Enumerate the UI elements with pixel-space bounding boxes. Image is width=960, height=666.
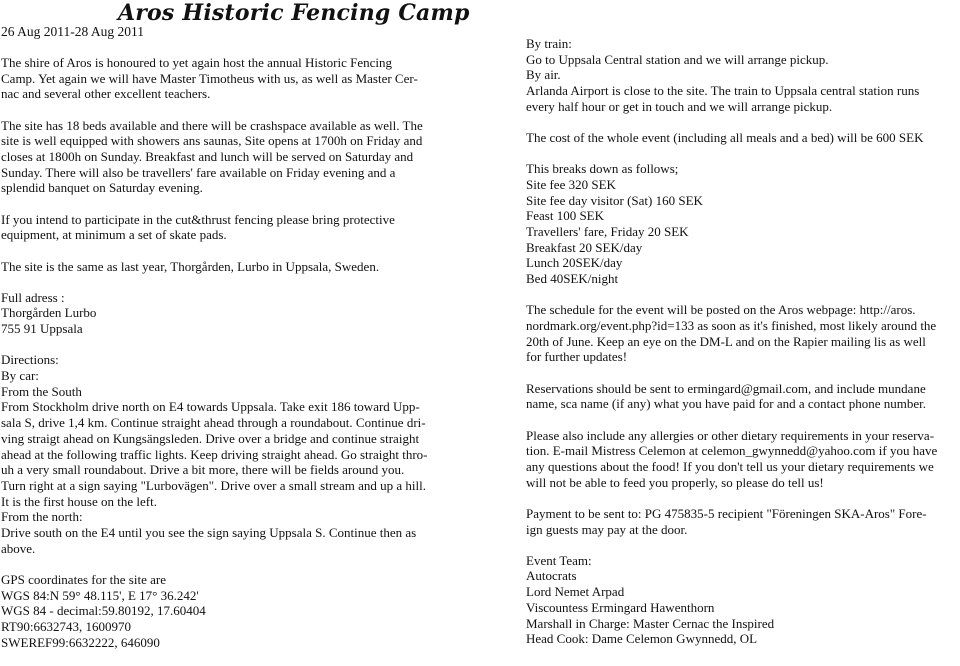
text-line: uh a very small roundabout. Drive a bit more, there will be fields around you. bbox=[1, 462, 405, 478]
text-line: The shire of Aros is honoured to yet again host the annual Historic Fencing bbox=[1, 55, 393, 70]
text-line: nac and several other excellent teachers. bbox=[1, 86, 211, 102]
text-line: Full adress : bbox=[1, 289, 65, 305]
text-line: Payment to be sent to: PG 475835-5 recipient "Föreningen SKA-Aros" Fore- bbox=[526, 505, 927, 521]
text-line: site is well equipped with showers ans saunas, Site opens at 1700h on Friday and bbox=[1, 133, 423, 149]
text-line: Breakfast 20 SEK/day bbox=[526, 239, 643, 255]
paragraph-address bbox=[1, 290, 446, 337]
paragraph-cost bbox=[526, 130, 956, 146]
text-line: ign guests may pay at the door. bbox=[526, 521, 688, 537]
text-line: The cost of the whole event (including all meals and a bed) will be 600 SEK bbox=[526, 130, 924, 146]
text-line: Bed 40SEK/night bbox=[526, 271, 619, 287]
text-line: WGS 84:N 59° 48.115', E 17° 36.242' bbox=[1, 587, 199, 603]
text-line: The site is the same as last year, Thorgården, Lurbo in Uppsala, Sweden. bbox=[1, 258, 380, 274]
paragraph-facilities bbox=[1, 118, 446, 197]
text-line: WGS 84 - decimal:59.80192, 17.60404 bbox=[1, 603, 206, 619]
paragraph-site bbox=[1, 259, 446, 275]
text-line: By air. bbox=[526, 67, 561, 83]
text-line: Go to Uppsala Central station and we will arrange pickup. bbox=[526, 51, 829, 67]
text-line: any questions about the food! If you don't tell us your dietary requirements we bbox=[526, 458, 934, 474]
text-line: equipment, at minimum a set of skate pads. bbox=[1, 227, 227, 243]
text-line: ving straigt ahead on Kungsängsleden. Drive over a bridge and continue straight bbox=[1, 430, 420, 446]
text-line: It is the first house on the left. bbox=[1, 493, 157, 509]
event-date: 26 Aug 2011-28 Aug 2011 bbox=[1, 24, 145, 39]
text-line: From the north: bbox=[1, 509, 83, 525]
text-line: Thorgården Lurbo bbox=[1, 305, 97, 321]
text-line: Autocrats bbox=[526, 568, 577, 584]
text-line: above. bbox=[1, 540, 36, 556]
text-line: Reservations should be sent to ermingard@gmail.com, and include mundane bbox=[526, 380, 926, 396]
paragraph-schedule bbox=[526, 302, 956, 365]
paragraph-team bbox=[526, 553, 956, 647]
text-line: If you intend to participate in the cut&thrust fencing please bring protective bbox=[1, 211, 395, 227]
paragraph-reservations bbox=[526, 381, 956, 412]
text-line: This breaks down as follows; bbox=[526, 161, 679, 177]
paragraph-directions bbox=[1, 352, 446, 556]
text-line: sala S, drive 1,4 km. Continue straight ahead through a roundabout. Continue dri- bbox=[1, 415, 426, 431]
text-line: RT90:6632743, 1600970 bbox=[1, 619, 131, 635]
text-line: SWEREF99:6632222, 646090 bbox=[1, 634, 160, 650]
text-line: Travellers' fare, Friday 20 SEK bbox=[526, 224, 689, 240]
text-line: Marshall in Charge: Master Cernac the Inspired bbox=[526, 615, 775, 631]
paragraph-train bbox=[526, 36, 956, 115]
text-line: The schedule for the event will be posted on the Aros webpage: http://aros. bbox=[526, 302, 916, 318]
text-line: Camp. Yet again we will have Master Timotheus with us, as well as Master Cer- bbox=[1, 70, 418, 86]
text-line: Arlanda Airport is close to the site. The train to Uppsala central station runs bbox=[526, 83, 920, 99]
text-line: From the South bbox=[1, 383, 82, 399]
text-line: tion. E-mail Mistress Celemon at celemon_gwynnedd@yahoo.com if you have bbox=[526, 443, 938, 459]
right-column bbox=[526, 36, 956, 663]
text-line: Feast 100 SEK bbox=[526, 208, 604, 224]
text-line: Lunch 20SEK/day bbox=[526, 255, 623, 271]
text-line: every half hour or get in touch and we will arrange pickup. bbox=[526, 98, 833, 114]
text-line: Event Team: bbox=[526, 552, 592, 568]
text-line: Please also include any allergies or other dietary requirements in your reserva- bbox=[526, 427, 935, 443]
text-line: 755 91 Uppsala bbox=[1, 321, 83, 337]
text-line: closes at 1800h on Sunday. Breakfast and lunch will be served on Saturday and bbox=[1, 149, 414, 165]
paragraph-gps bbox=[1, 572, 446, 651]
text-line: 20th of June. Keep an eye on the DM-L and on the Rapier mailing lis as well bbox=[526, 333, 926, 349]
text-line: The site has 18 beds available and there will be crashspace available as well. The bbox=[1, 117, 423, 133]
text-line: Viscountess Ermingard Hawenthorn bbox=[526, 599, 715, 615]
left-column bbox=[1, 55, 446, 666]
text-line: will not be able to feed you properly, so please do tell us! bbox=[526, 474, 824, 490]
text-line: ahead at the following traffic lights. Keep driving straight ahead. Go straight thro- bbox=[1, 446, 428, 462]
text-line: name, sca name (if any) what you have paid for and a contact phone number. bbox=[526, 396, 926, 412]
document-title: Aros Historic Fencing Camp bbox=[118, 0, 470, 26]
text-line: From Stockholm drive north on E4 towards Uppsala. Take exit 186 toward Upp- bbox=[1, 399, 420, 415]
text-line: splendid banquet on Saturday evening. bbox=[1, 180, 203, 196]
text-line: Drive south on the E4 until you see the sign saying Uppsala S. Continue then as bbox=[1, 525, 417, 541]
text-line: By train: bbox=[526, 36, 572, 51]
paragraph-payment bbox=[526, 506, 956, 537]
text-line: Turn right at a sign saying "Lurbovägen". Drive over a small stream and up a hill. bbox=[1, 477, 426, 493]
text-line: Site fee 320 SEK bbox=[526, 176, 616, 192]
paragraph-allergies bbox=[526, 428, 956, 491]
paragraph-equipment bbox=[1, 212, 446, 243]
text-line: Head Cook: Dame Celemon Gwynnedd, OL bbox=[526, 631, 758, 647]
text-line: Sunday. There will also be travellers' fare available on Friday evening and a bbox=[1, 164, 396, 180]
text-line: Lord Nemet Arpad bbox=[526, 584, 625, 600]
text-line: nordmark.org/event.php?id=133 as soon as it's finished, most likely around the bbox=[526, 318, 937, 334]
paragraph-breakdown bbox=[526, 161, 956, 287]
text-line: Directions: bbox=[1, 352, 59, 368]
text-line: GPS coordinates for the site are bbox=[1, 571, 166, 587]
text-line: By car: bbox=[1, 368, 39, 384]
paragraph-intro bbox=[1, 55, 446, 102]
text-line: for further updates! bbox=[526, 349, 628, 365]
text-line: Site fee day visitor (Sat) 160 SEK bbox=[526, 192, 703, 208]
